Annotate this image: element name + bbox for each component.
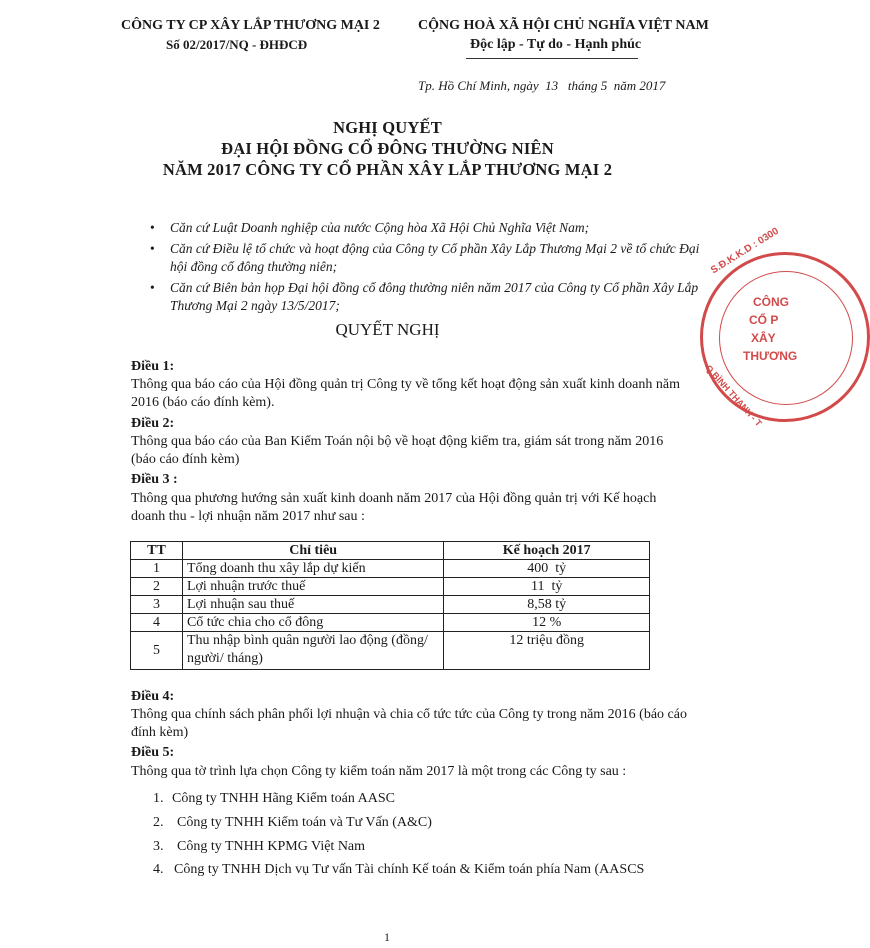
article-2-label: Điều 2: (131, 416, 175, 431)
seal-line-4: THƯƠNG (743, 349, 798, 363)
plan-table (130, 541, 650, 670)
legal-bases-list (150, 219, 710, 316)
article-4-label: Điều 4: (131, 689, 175, 704)
list-item (153, 862, 644, 878)
table-cell-plan: 400 tỷ (444, 560, 650, 578)
table-header-row (131, 542, 650, 560)
table-cell-tt: 1 (131, 560, 183, 578)
table-cell-indicator: Lợi nhuận sau thuế (182, 596, 443, 614)
legal-basis-text: Căn cứ Biên bản họp Đại hội đồng cổ đông thường niên năm 2017 của Công ty Cổ phần Xây Lắp Thương Mại 2 ngày 13/5/2017; (170, 279, 699, 313)
list-number: 2. (153, 815, 164, 830)
seal-inner-ring (719, 271, 853, 405)
auditor-name: Công ty TNHH Dịch vụ Tư vấn Tài chính Kế toán & Kiểm toán phía Nam (AASCS (174, 862, 645, 877)
table-cell-plan: 8,58 tỷ (444, 596, 650, 614)
list-number: 4. (153, 862, 164, 877)
table-header-cell: Kế hoạch 2017 (444, 542, 650, 560)
table-cell-indicator: Lợi nhuận trước thuế (182, 578, 443, 596)
seal-ring-text: S.Đ.K.K.D : 0300 (709, 225, 781, 277)
table-row (131, 596, 650, 614)
article-3-label: Điều 3 : (131, 472, 178, 487)
table-cell-indicator: Tổng doanh thu xây lắp dự kiến (182, 560, 443, 578)
list-number: 3. (153, 839, 164, 854)
article-1-text: Thông qua báo cáo của Hội đồng quản trị Công ty về tổng kết hoạt động sản xuất kinh doanh năm 2016 (báo cáo đính kèm). (131, 377, 681, 410)
legal-basis-item (150, 240, 710, 277)
table-row (131, 578, 650, 596)
auditor-name: Công ty TNHH KPMG Việt Nam (177, 839, 366, 854)
table-cell-plan: 11 tỷ (444, 578, 650, 596)
company-name: CÔNG TY CP XÂY LẮP THƯƠNG MẠI 2 (121, 18, 380, 33)
table-cell-tt: 4 (131, 614, 183, 632)
table-cell-tt: 3 (131, 596, 183, 614)
seal-line-2: CỔ P (749, 313, 779, 327)
article-5-text: Thông qua tờ trình lựa chọn Công ty kiểm toán năm 2017 là một trong các Công ty sau : (131, 764, 627, 779)
bullet-icon: • (150, 279, 155, 295)
table-row (131, 614, 650, 632)
article-3-text: Thông qua phương hướng sản xuất kinh doanh năm 2017 của Hội đồng quản trị với Kế hoạch doanh thu - lợi nhuận năm 2017 như sau : (131, 491, 657, 524)
article-2-text: Thông qua báo cáo của Ban Kiểm Toán nội bộ về hoạt động kiểm tra, giám sát trong năm 2016 (báo cáo đính kèm) (131, 434, 664, 467)
legal-basis-item (150, 279, 710, 316)
table-row (131, 560, 650, 578)
list-item (153, 839, 365, 855)
table-cell-indicator: Thu nhập bình quân người lao động (đồng/ người/ tháng) (182, 632, 443, 670)
list-number: 1. (153, 791, 164, 806)
article-5-label: Điều 5: (131, 745, 175, 760)
table-row (131, 632, 650, 670)
auditor-name: Công ty TNHH Kiểm toán và Tư Vấn (A&C) (177, 815, 432, 830)
table-header-cell: TT (131, 542, 183, 560)
motto-underline (466, 58, 638, 59)
stamp-clip (700, 225, 798, 429)
table-cell-tt: 5 (131, 632, 183, 670)
title-line-3: NĂM 2017 CÔNG TY CỔ PHẦN XÂY LẮP THƯƠNG MẠI 2 (162, 160, 613, 179)
seal-bottom-text: Q.BÌNH THẠNH - T (703, 363, 764, 429)
document-number: Số 02/2017/NQ - ĐHĐCĐ (166, 37, 308, 52)
list-item (153, 815, 432, 831)
table-header-cell: Chỉ tiêu (182, 542, 443, 560)
table-cell-tt: 2 (131, 578, 183, 596)
country-name: CỘNG HOÀ XÃ HỘI CHỦ NGHĨA VIỆT NAM (418, 18, 709, 33)
table-cell-plan: 12 % (444, 614, 650, 632)
bullet-icon: • (150, 220, 155, 235)
title-line-2: ĐẠI HỘI ĐỒNG CỔ ĐÔNG THƯỜNG NIÊN (221, 139, 554, 158)
auditor-name: Công ty TNHH Hãng Kiểm toán AASC (172, 791, 395, 806)
resolves-heading: QUYẾT NGHỊ (335, 320, 440, 339)
company-seal (700, 225, 870, 429)
legal-basis-text: Căn cứ Điều lệ tổ chức và hoạt động của Công ty Cổ phần Xây Lắp Thương Mại 2 về tổ chức Đại hội đồng cổ đông thường niên; (170, 240, 700, 274)
article-4-text: Thông qua chính sách phân phối lợi nhuận và chia cổ tức tức của Công ty trong năm 2016 (báo cáo đính kèm) (131, 707, 687, 740)
date-line: Tp. Hồ Chí Minh, ngày 13 tháng 5 năm 2017 (418, 78, 666, 93)
article-1-label: Điều 1: (131, 359, 175, 374)
list-item (153, 791, 395, 807)
national-motto: Độc lập - Tự do - Hạnh phúc (470, 37, 642, 52)
table-cell-indicator: Cổ tức chia cho cổ đông (182, 614, 443, 632)
bullet-icon: • (150, 240, 155, 256)
seal-line-3: XÂY (751, 331, 776, 345)
legal-basis-item (150, 219, 710, 238)
seal-line-1: CÔNG (753, 295, 789, 309)
table-cell-plan: 12 triệu đồng (444, 632, 650, 670)
legal-basis-text: Căn cứ Luật Doanh nghiệp của nước Cộng hòa Xã Hội Chủ Nghĩa Việt Nam; (170, 220, 590, 235)
title-line-1: NGHỊ QUYẾT (333, 118, 442, 137)
page-number: 1 (384, 930, 390, 944)
